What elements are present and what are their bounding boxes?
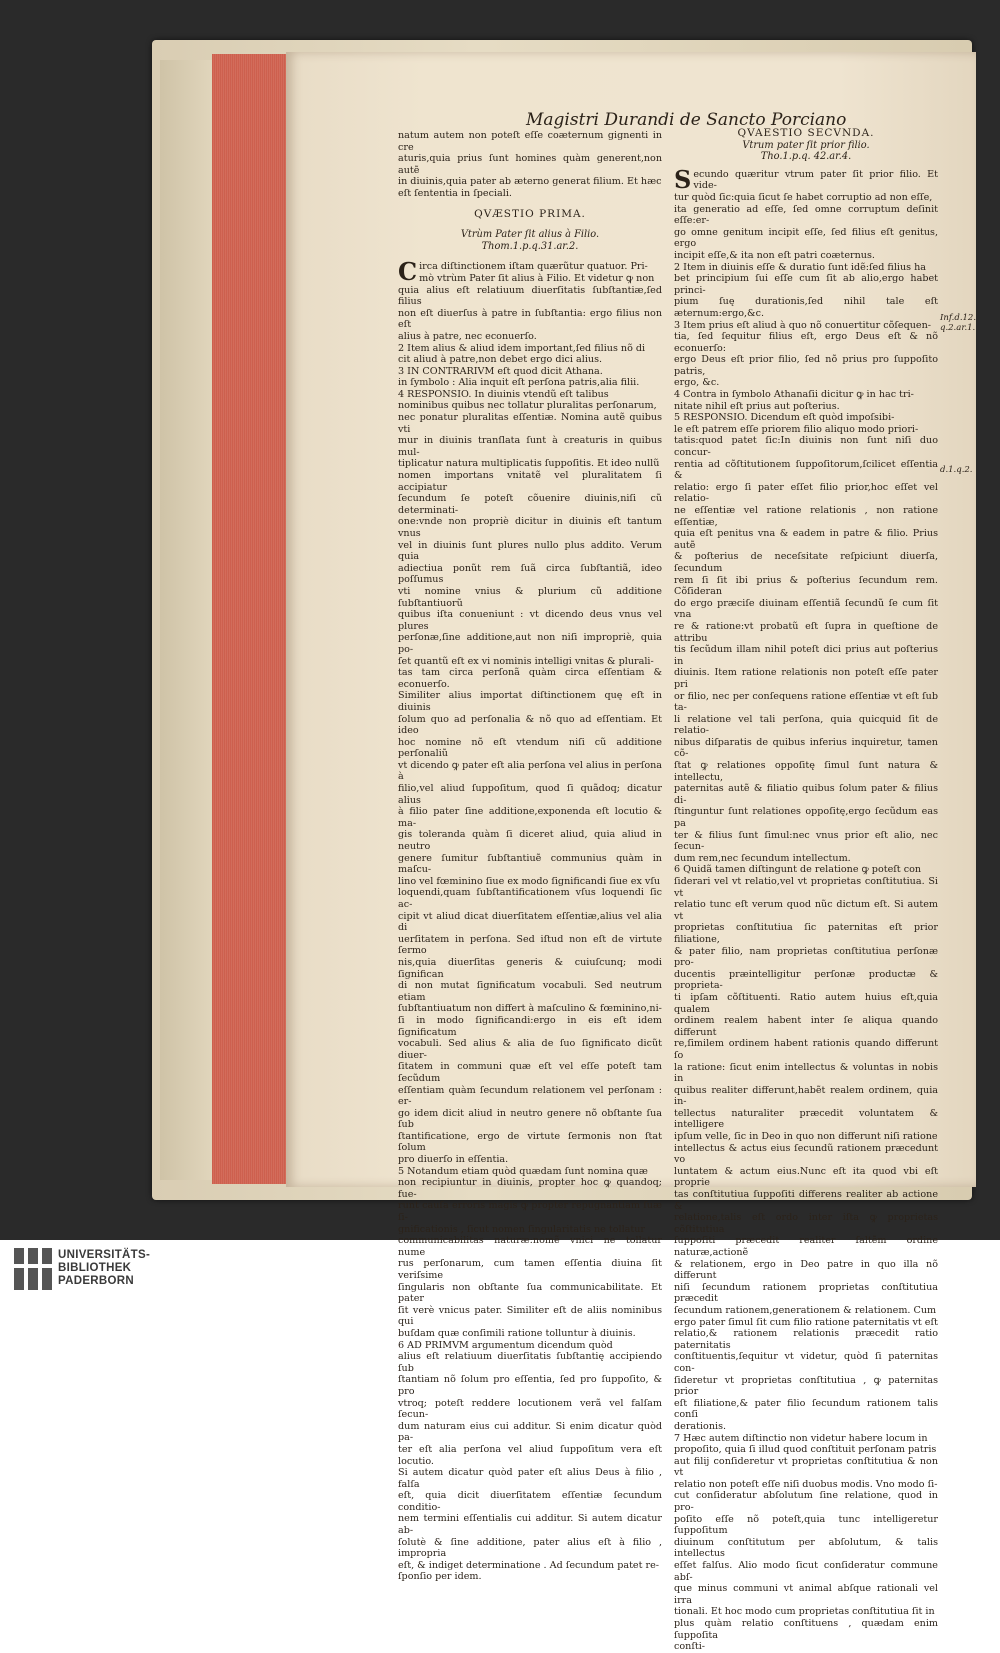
text-line: perſonæ,ſine additione,aut non niſi impropriè, quia po- bbox=[398, 632, 662, 655]
text-line: re,ſimilem ordinem habent rationis quando differunt ſo bbox=[674, 1038, 938, 1061]
text-line: ſingularis non obſtante ſua communicabilitate. Et pater bbox=[398, 1281, 662, 1305]
text-line: adiectiua ponũt rem ſuã circa ſubſtantiã, ideo poſſumus bbox=[398, 562, 662, 586]
left-body-text bbox=[398, 257, 662, 1583]
text-line: 3 IN CONTRARIVM eſt quod dicit Athana. bbox=[398, 365, 603, 377]
text-line: nominibus quibus nec tollatur pluralitas perſonarum, bbox=[398, 400, 657, 412]
text-line: ſubſtantiuatum non differt à maſculino & fœminino,ni- bbox=[398, 1003, 662, 1015]
text-line: la ratione: ſicut enim intellectus & voluntas in nobis in bbox=[674, 1061, 938, 1085]
text-line: hoc nomine nõ eſt vtendum niſi cũ additione perſonaliũ bbox=[398, 736, 662, 760]
text-line: diuinis. Item ratione relationis non poteſt eſſe pater pri bbox=[674, 667, 938, 690]
text-line: & pater filio, nam proprietas conſtitutiua perſonæ pro- bbox=[674, 945, 938, 969]
text-line: cit aliud à patre,non debet ergo dici alius. bbox=[398, 354, 603, 366]
text-line: tellectus naturaliter præcedit voluntatem & intelligere bbox=[674, 1107, 938, 1131]
text-line: tur quòd ſic:quia ſicut ſe habet corruptio ad non eſſe, bbox=[674, 191, 933, 203]
text-line: 6 Quidã tamen diſtingunt de relatione ꝙ poteſt con bbox=[674, 864, 922, 876]
text-line: 7 Hæc autem diſtinctio non videtur habere locum in bbox=[674, 1432, 928, 1444]
text-line: ſideretur vt proprietas conſtitutiua , ꝙ paternitas prior bbox=[674, 1374, 938, 1398]
text-line: natum autem non poteſt eſſe coæternum gignenti in cre bbox=[398, 130, 662, 153]
text-line: proprietas conſtitutiua ſic paternitas eſt prior filiatione, bbox=[674, 922, 938, 945]
text-line: Similiter alius importat diſtinctionem quę eſt in diuinis bbox=[398, 690, 662, 713]
text-line: alius à patre, nec econuerſo. bbox=[398, 330, 537, 342]
text-line: li relatione vel tali perſona, quia quicquid ſit de relatio- bbox=[674, 713, 938, 737]
text-line: genere ſumitur ſubſtantiuẽ communius quàm in maſcu- bbox=[398, 852, 662, 876]
text-line: tas conſtitutiua ſuppoſiti differens realiter ab actione & bbox=[674, 1189, 938, 1212]
text-line: luntatem & actum eius.Nunc eſt ita quod vbi eſt proprie bbox=[674, 1165, 938, 1189]
text-line: mò vtrùm Pater ſit alius à Filio. Et videtur ꝙ non bbox=[419, 272, 655, 284]
library-logo-icon bbox=[14, 1248, 52, 1290]
text-line: ti ipſam cõſtituenti. Ratio autem huius eſt,quia qualem bbox=[674, 991, 938, 1015]
text-line: gis toleranda quàm ſi diceret aliud, quia aliud in neutro bbox=[398, 829, 662, 853]
text-line: eſt, & indiget determinatione . Ad ſecundum patet re- bbox=[398, 1559, 660, 1571]
text-line: cut conſideratur abſolutum ſine relatione, quod in pro- bbox=[674, 1490, 938, 1514]
margin-note-line: Inf.d.12. bbox=[940, 313, 977, 323]
text-line: ſit verè vnicus pater. Similiter eſt de aliis nominibus qui bbox=[398, 1304, 662, 1328]
text-line: rentia ad cõſtitutionem ſuppoſitorum,ſcilicet eſſentia & bbox=[674, 458, 938, 482]
text-line: 5 Notandum etiam quòd quædam ſunt nomina quæ bbox=[398, 1165, 648, 1177]
text-line: ipſum velle, ſic in Deo in quo non differunt niſi ratione bbox=[674, 1131, 938, 1143]
text-line: incipit eſſe,& ita non eſt patri coæternus. bbox=[674, 249, 875, 261]
text-line: eſt filiatione,& pater filio ſecundum rationem talis conſi bbox=[674, 1397, 938, 1421]
text-line: quibus iſta conueniunt : vt dicendo deus vnus vel plures bbox=[398, 609, 662, 632]
text-line: re & ratione:vt probatũ eſt ſupra in queſtione de attribu bbox=[674, 620, 938, 644]
text-line: tiplicatur natura multiplicatis ſuppoſitis. Et ideo nullũ bbox=[398, 458, 660, 470]
text-line: cipit vt aliud dicat diuerſitatem eſſentiæ,alius vel alia di bbox=[398, 910, 662, 934]
running-head: Magistri Durandi de Sancto Porciano bbox=[526, 110, 847, 130]
text-line: ter & filius ſunt ſimul:nec vnus prior eſt alio, nec ſecun- bbox=[674, 829, 938, 853]
text-line: rus perſonarum, cum tamen eſſentia diuina ſit veriſsime bbox=[398, 1258, 662, 1281]
text-line: ſuppoſiti præcedit realiter ſaltẽm ordine naturæ,actionẽ bbox=[674, 1235, 938, 1258]
text-line: uerſitatem in perſona. Sed iſtud non eſt de virtute ſermo bbox=[398, 933, 662, 957]
text-line: non eſt diuerſus à patre in ſubſtantia: ergo filius non eſt bbox=[398, 307, 662, 331]
text-line: Si autem dicatur quòd pater eſt alius Deus à filio , falſa bbox=[398, 1467, 662, 1490]
library-line: BIBLIOTHEK bbox=[58, 1262, 132, 1274]
text-line: eſt ſententia in ſpeciali. bbox=[398, 187, 512, 199]
text-line: nibus diſparatis de quibus inferius inquiretur, tamen cõ- bbox=[674, 736, 938, 760]
text-line: le eſt patrem eſſe priorem filio aliquo modo priori- bbox=[674, 423, 919, 435]
text-line: poſito eſſe nõ poteſt,quia tunc intelligeretur ſuppoſitum bbox=[674, 1513, 938, 1537]
text-line: ſi in modo ſignificandi:ergo in eis eſt idem ſignificatum bbox=[398, 1014, 662, 1038]
text-line: ſiderari vel vt relatio,vel vt proprietas conſtitutiua. Si vt bbox=[674, 876, 938, 899]
text-line: relatione,talis eſt ordo inter iſta ꝙ proprietas cõſtitutiua bbox=[674, 1212, 938, 1235]
text-line: conſtituentis,ſequitur vt videtur, quòd ſi paternitas con- bbox=[674, 1351, 938, 1374]
text-line: & relationem, ergo in Deo patre in quo illa nõ differunt bbox=[674, 1258, 938, 1282]
text-line: lino vel fœminino ſiue ex modo ſignificandi ſiue ex vſu bbox=[398, 875, 661, 887]
text-line: gnificationis , ſicut nomen ſingularitatis ne tollatur bbox=[398, 1223, 645, 1235]
text-line: paternitas autẽ & filiatio quibus ſolum pater & filius di- bbox=[674, 783, 938, 806]
text-line: pium ſuę durationis,ſed nihil tale eſt æternum:ergo,&c. bbox=[674, 296, 938, 319]
text-line: ſolutè & ſine additione, pater alius eſt à filio , impropria bbox=[398, 1536, 662, 1560]
text-line: ſecundum rationem,generationem & relationem. Cum bbox=[674, 1304, 937, 1316]
text-line: one:vnde non propriè dicitur in diuinis eſt tantum vnus bbox=[398, 516, 662, 539]
text-line: ſitatem in communi quæ eſt vel eſſe poteſt tam ſecũdum bbox=[398, 1061, 662, 1084]
text-line: intellectus & actus eius ſecundũ rationem præcedunt vo bbox=[674, 1142, 938, 1166]
text-line: ordinem realem habent inter ſe aliqua quando differunt bbox=[674, 1015, 938, 1038]
text-line: ſolum quo ad perſonalia & nõ quo ad eſſentiam. Et ideo bbox=[398, 713, 662, 737]
text-line: eſſet falſus. Alio modo ſicut conſideratur commune abſ- bbox=[674, 1560, 938, 1583]
text-line: relatio tunc eſt verum quod nũc dictum eſt. Si autem vt bbox=[674, 899, 938, 922]
text-line: ſet quantũ eſt ex vi nominis intelligi vnitas & plurali- bbox=[398, 655, 654, 667]
text-line: do ergo præciſe diuinam eſſentiã ſecundũ ſe cum ſit vna bbox=[674, 597, 938, 621]
text-line: non recipiuntur in diuinis, propter hoc ꝙ quandoq; fue- bbox=[398, 1177, 662, 1200]
text-line: 4 RESPONSIO. In diuinis vtendũ eſt talibus bbox=[398, 388, 609, 400]
text-line: ecundo quæritur vtrum pater ſit prior filio. Et vide- bbox=[693, 168, 938, 192]
text-line: irca diſtinctionem iſtam quærũtur quatuor. Pri- bbox=[419, 261, 648, 273]
text-line: nomen importans vnitatẽ vel pluralitatem ſi accipiatur bbox=[398, 470, 662, 493]
text-line: bet principium ſui eſſe cum ſit ab alio,ergo habet princi- bbox=[674, 273, 938, 296]
text-line: ergo Deus eſt prior filio, ſed nõ prius pro ſuppoſito patris, bbox=[674, 354, 938, 377]
library-line: PADERBORN bbox=[58, 1275, 134, 1287]
text-line: tas tam circa perſonã quàm circa eſſentiam & econuerſo. bbox=[398, 667, 662, 690]
text-line: tia, ſed ſequitur filius eſt, ergo Deus eſt & nõ econuerſo: bbox=[674, 331, 938, 354]
text-line: in diuinis,quia pater ab æterno generat filium. Et hæc bbox=[398, 176, 662, 188]
left-column bbox=[398, 130, 662, 1583]
text-line: diuinum conſtitutum per abſolutum, & talis intellectus bbox=[674, 1536, 938, 1560]
text-line: ducentis præintelligitur perſonæ productæ & proprieta- bbox=[674, 968, 938, 992]
text-line: conſti- bbox=[674, 1641, 706, 1653]
text-line: relatio: ergo ſi pater eſſet filio prior,hoc eſſet vel relatio- bbox=[674, 481, 938, 505]
quaestio-secunda-question: Vtrum pater ſit prior filio. bbox=[742, 139, 870, 151]
text-line: 6 AD PRIMVM argumentum dicendum quòd bbox=[398, 1339, 613, 1351]
text-line: que minus communi vt animal abſque rationali vel irra bbox=[674, 1583, 938, 1606]
text-line: ter eſt alia perſona vel aliud ſuppoſitum vera eſt locutio. bbox=[398, 1443, 662, 1467]
text-line: vti nomine vnius & plurium cũ additione ſubſtantiuorũ bbox=[398, 585, 662, 609]
text-line: vt dicendo ꝙ pater eſt alia perſona vel alius in perſona à bbox=[398, 759, 662, 783]
text-line: 3 Item prius eſt aliud à quo nõ conuertitur cõſequen- bbox=[674, 319, 932, 331]
quaestio-prima-title: QVÆSTIO PRIMA. bbox=[474, 207, 586, 220]
text-line: ergo, &c. bbox=[674, 377, 720, 389]
quaestio-prima-question: Vtrùm Pater ſit alius à Filio. bbox=[460, 229, 600, 241]
text-line: quia eſt penitus vna & eadem in patre & filio. Prius autẽ bbox=[674, 528, 938, 551]
text-line: loquendi,quam ſubſtantificationem vſus loquendi ſic ac- bbox=[398, 887, 662, 910]
text-line: ne eſſentiæ vel ratione relationis , non ratione eſſentiæ, bbox=[674, 505, 938, 528]
dropcap-c: C bbox=[398, 257, 418, 287]
text-line: à filio pater ſine additione,exponenda eſt locutio & ma- bbox=[398, 806, 662, 829]
text-line: 2 Item alius & aliud idem important,ſed filius nõ di bbox=[398, 342, 646, 354]
text-line: ergo pater ſimul ſit cum filio ratione paternitatis vt eſt bbox=[674, 1316, 938, 1328]
right-column bbox=[674, 128, 938, 1653]
text-line: ſecundum ſe poteſt cõuenire diuinis,niſi cũ determinati- bbox=[398, 493, 662, 516]
red-page-edges bbox=[212, 54, 286, 1184]
text-line: ſtantificatione, ergo de virtute ſermonis non ſtat ſolum bbox=[398, 1130, 662, 1154]
text-line: relatio non poteſt eſſe niſi duobus modis. Vno modo ſi- bbox=[674, 1478, 938, 1490]
text-line: mur in diuinis tranſlata ſunt à creaturis in quibus mul- bbox=[398, 435, 662, 458]
text-line: pro diuerſo in eſſentia. bbox=[398, 1154, 509, 1166]
text-line: di non mutat ſignificatum vocabuli. Sed neutrum etiam bbox=[398, 980, 662, 1003]
text-line: alius eſt relatiuum diuerſitatis ſubſtantię accipiendo ſub bbox=[398, 1351, 662, 1374]
text-line: 2 Item in diuinis eſſe & duratio ſunt idẽ:ſed filius ha bbox=[674, 261, 927, 273]
margin-note bbox=[940, 313, 976, 333]
left-intro-text bbox=[398, 130, 662, 200]
text-line: tis ſecũdum illam nihil poteſt dici prius aut poſterius in bbox=[674, 644, 938, 667]
text-line: quia alius eſt relatiuum diuerſitatis ſubſtantiæ,ſed filius bbox=[398, 284, 662, 308]
library-line: UNIVERSITÄTS- bbox=[58, 1249, 151, 1261]
text-line: 5 RESPONSIO. Dicendum eſt quòd impoſsibi- bbox=[674, 412, 895, 424]
text-line: eſt, quia dicit diuerſitatem eſſentiæ ſecundum conditio- bbox=[398, 1490, 662, 1513]
text-line: nis,quia diuerſitas generis & cuiuſcunq; modi ſignifican bbox=[398, 956, 662, 980]
text-line: dum rem,nec ſecundum intellectum. bbox=[674, 852, 851, 864]
text-line: nec ponatur pluralitas eſſentiæ. Nomina autẽ quibus vti bbox=[398, 412, 662, 435]
binding-spine-edge bbox=[160, 60, 220, 1180]
text-line: tionali. Et hoc modo cum proprietas conſtitutiua ſit in bbox=[674, 1606, 935, 1618]
text-line: quibus realiter differunt,habẽt realem ordinem, quia in- bbox=[674, 1084, 938, 1108]
text-line: & poſterius de neceſsitate reſpiciunt diuerſa, ſecundum bbox=[674, 551, 938, 574]
text-line: vtroq; poteſt reddere locutionem verã vel falſam ſecun- bbox=[398, 1397, 662, 1421]
text-line: go idem dicit aliud in neutro genere nõ obſtante ſua ſub bbox=[398, 1107, 662, 1131]
quaestio-secunda-title: QVAESTIO SECVNDA. bbox=[737, 127, 875, 139]
text-line: in ſymbolo : Alia inquit eſt perſona patris,alia filii. bbox=[398, 377, 640, 389]
text-line: buſdam quæ conſimili ratione tolluntur à diuinis. bbox=[398, 1327, 636, 1339]
text-line: derationis. bbox=[674, 1420, 727, 1432]
text-line: eſſentiam quàm ſecundum relationem vel perſonam : er- bbox=[398, 1084, 662, 1108]
text-line: propoſito, quia ſi illud quod conſtituit perſonam patris bbox=[674, 1444, 937, 1456]
text-line: dum naturam eius cui additur. Si enim dicatur quòd pa- bbox=[398, 1420, 662, 1444]
text-line: aturis,quia prius ſunt homines quàm generent,non autẽ bbox=[398, 153, 662, 176]
text-line: niſi ſecundum rationem proprietas conſtitutiua præcedit bbox=[674, 1281, 938, 1305]
margin-note bbox=[940, 465, 973, 475]
text-line: ſtat ꝙ relationes oppoſitę ſimul ſunt natura & intellectu, bbox=[674, 760, 938, 783]
dropcap-s: S bbox=[674, 164, 692, 194]
right-body-text bbox=[674, 164, 938, 1653]
text-line: ita generatio ad eſſe, ſed omne corruptum deſinit eſſe:er- bbox=[674, 203, 938, 227]
text-line: communicabilitas naturæ:nomẽ vnici ne tollatur nume bbox=[398, 1235, 662, 1258]
text-line: aut filij conſideretur vt proprietas conſtitutiua & non vt bbox=[674, 1455, 938, 1479]
text-line: ſtinguntur ſunt relationes oppoſitę,ergo ſecũdum eas pa bbox=[674, 806, 938, 830]
text-line: ſponſio per idem. bbox=[398, 1571, 482, 1583]
text-line: 4 Contra in ſymbolo Athanaſii dicitur ꝙ in hac tri- bbox=[674, 389, 914, 401]
quaestio-prima-reference: Thom.1.p.q.31.ar.2. bbox=[481, 240, 579, 252]
text-line: tatis:quod patet ſic:In diuinis non ſunt niſi duo concur- bbox=[674, 435, 938, 459]
text-line: ſtantiam nõ ſolum pro eſſentia, ſed pro ſuppoſito, & pro bbox=[398, 1374, 662, 1397]
text-line: go omne genitum incipit eſſe, ſed filius eſt genitus, ergo bbox=[674, 226, 938, 250]
text-line: runt cauſa erroris magis ꝙ propter repugnantiam ſuæ ſi- bbox=[398, 1200, 662, 1224]
margin-note-line: q.2.ar.1. bbox=[940, 323, 976, 333]
text-line: or filio, nec per conſequens ratione eſſentiæ vt eſt ſub ta- bbox=[674, 690, 938, 714]
text-line: filio,vel aliud ſuppoſitum, quod ſi quãdoq; dicatur alius bbox=[398, 783, 662, 806]
text-line: nitate nihil eſt prius aut poſterius. bbox=[674, 400, 840, 412]
text-line: vocabuli. Sed alius & alia de ſuo ſignificato dicũt diuer- bbox=[398, 1038, 662, 1061]
text-line: rem ſi ſit ibi prius & poſterius ſecundum rem. Cõſideran bbox=[674, 574, 938, 598]
margin-note-line: d.1.q.2. bbox=[940, 465, 973, 475]
text-line: nem termini eſſentialis cui additur. Si autem dicatur ab- bbox=[398, 1513, 662, 1537]
quaestio-secunda-reference: Tho.1.p.q. 42.ar.4. bbox=[760, 151, 852, 163]
text-line: vel in diuinis ſunt plures nullo plus addito. Verum quia bbox=[398, 539, 662, 563]
library-name bbox=[58, 1249, 150, 1288]
text-line: plus quàm relatio conſtituens , quædam enim ſuppoſita bbox=[674, 1618, 938, 1641]
text-line: relatio,& rationem relationis præcedit ratio paternitatis bbox=[674, 1328, 938, 1351]
